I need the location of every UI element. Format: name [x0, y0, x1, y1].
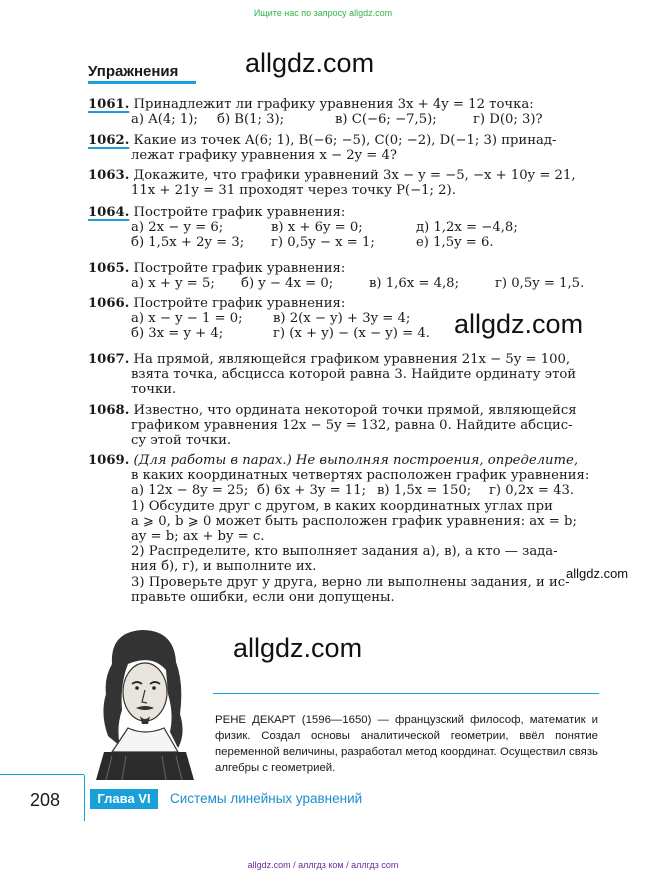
footer-rule-vertical: [84, 775, 85, 821]
exercise-number: 1068.: [88, 403, 130, 418]
exercise-number: 1062.: [88, 133, 130, 148]
task-text: 1) Обсудите друг с другом, в каких координатных углах при: [131, 498, 553, 514]
exercise-number: 1066.: [88, 296, 130, 311]
chapter-label: Глава VI: [90, 789, 158, 809]
watermark: allgdz.com: [245, 48, 375, 78]
answer-option: а) A(4; 1);: [131, 112, 198, 128]
exercise-1063: [88, 168, 603, 198]
portrait-descartes: [82, 624, 200, 780]
exercise-text: графиком уравнения 12x − 5y = 132, равна 0. Найдите абсцис-: [131, 418, 573, 434]
answer-option: а) 2x − y = 6;: [131, 220, 224, 236]
answer-option: б) y − 4x = 0;: [241, 276, 334, 292]
exercise-1062: [88, 133, 603, 163]
exercise-text: Докажите, что графики уравнений 3x − y = −5, −x + 10y = 21,: [133, 168, 576, 183]
exercise-number: 1063.: [88, 168, 130, 183]
answer-option: б) B(1; 3);: [217, 112, 285, 128]
answer-option: г) 0,5y = 1,5.: [495, 276, 585, 292]
answer-option: а) x − y − 1 = 0;: [131, 311, 243, 327]
task-text: правьте ошибки, если они допущены.: [131, 589, 395, 605]
bio-divider: [213, 693, 599, 694]
exercise-number: 1065.: [88, 261, 130, 276]
answer-option: в) 2(x − y) + 3y = 4;: [273, 311, 411, 327]
exercise-text: су этой точки.: [131, 433, 232, 449]
exercise-1065: [88, 261, 603, 291]
section-underline: [88, 81, 196, 84]
header-note: Ищите нас по запросу allgdz.com: [253, 8, 393, 18]
footer-rule: [0, 774, 84, 775]
answer-option: г) 0,5y − x = 1;: [271, 235, 375, 251]
exercise-1067: [88, 352, 603, 398]
answer-option: б) 6x + 3y = 11;: [257, 483, 367, 499]
section-title: Упражнения: [88, 63, 179, 80]
task-text: a ⩾ 0, b ⩾ 0 может быть расположен график уравнения: ax = b;: [131, 513, 577, 529]
exercise-text: (Для работы в парах.) Не выполняя построения, определите,: [133, 453, 579, 468]
exercise-text: Принадлежит ли графику уравнения 3x + 4y = 12 точка:: [133, 97, 534, 112]
answer-option: б) 1,5x + 2y = 3;: [131, 235, 245, 251]
exercise-text: Какие из точек A(6; 1), B(−6; −5), C(0; −2), D(−1; 3) принад-: [133, 133, 557, 148]
answer-option: б) 3x = y + 4;: [131, 326, 224, 342]
exercise-text: Постройте график уравнения:: [133, 296, 346, 311]
exercise-1069: [88, 453, 603, 605]
exercise-text: в каких координатных четвертях расположен график уравнения:: [131, 468, 590, 484]
biography-text: РЕНЕ ДЕКАРТ (1596—1650) — французский философ, математик и физик. Создал основы аналитической геометрии, ввёл понятие переменной величины, разработал метод координат. Осуществил связь алгебры с геометрией.: [215, 714, 598, 774]
exercise-1068: [88, 403, 603, 449]
exercise-number: 1061.: [88, 97, 130, 112]
answer-option: а) x + y = 5;: [131, 276, 215, 292]
exercise-text: Известно, что ордината некоторой точки прямой, являющейся: [133, 403, 577, 418]
answer-option: в) x + 6y = 0;: [271, 220, 363, 236]
exercise-1064: [88, 205, 603, 251]
watermark: allgdz.com: [566, 566, 629, 581]
exercise-text: Постройте график уравнения:: [133, 205, 346, 220]
watermark: allgdz.com: [233, 633, 363, 663]
exercise-number: 1069.: [88, 453, 130, 468]
answer-option: в) 1,6x = 4,8;: [369, 276, 460, 292]
answer-option: г) (x + y) − (x − y) = 4.: [273, 326, 430, 342]
exercise-text: 11x + 21y = 31 проходят через точку P(−1; 2).: [131, 183, 456, 199]
exercise-text: Постройте график уравнения:: [133, 261, 346, 276]
answer-option: е) 1,5y = 6.: [416, 235, 494, 251]
task-text: ния б), г), и выполните их.: [131, 559, 317, 575]
answer-option: в) C(−6; −7,5);: [335, 112, 437, 128]
exercise-text: взята точка, абсцисса которой равна 3. Найдите ординату этой: [131, 367, 577, 383]
exercise-1061: [88, 97, 603, 127]
answer-option: г) D(0; 3)?: [473, 112, 543, 128]
footer-note: allgdz.com / аллгдз ком / аллгдз com: [247, 860, 399, 870]
exercise-number: 1067.: [88, 352, 130, 367]
answer-option: а) 12x − 8y = 25;: [131, 483, 249, 499]
task-text: 2) Распределите, кто выполняет задания а), в), а кто — зада-: [131, 544, 558, 560]
exercise-1066: [88, 296, 603, 342]
exercise-text: лежат графику уравнения x − 2y = 4?: [131, 148, 397, 164]
watermark: allgdz.com: [454, 309, 584, 339]
exercise-number: 1064.: [88, 205, 130, 220]
answer-option: в) 1,5x = 150;: [377, 483, 472, 499]
task-text: 3) Проверьте друг у друга, верно ли выполнены задания, и ис-: [131, 574, 570, 590]
chapter-title: Системы линейных уравнений: [170, 791, 363, 806]
exercise-text: На прямой, являющейся графиком уравнения 21x − 5y = 100,: [133, 352, 571, 367]
exercise-text: точки.: [131, 382, 177, 398]
answer-option: д) 1,2x = −4,8;: [416, 220, 518, 236]
answer-option: г) 0,2x = 43.: [489, 483, 575, 499]
task-text: ay = b; ax + by = c.: [131, 529, 265, 545]
page-number: 208: [30, 790, 61, 810]
